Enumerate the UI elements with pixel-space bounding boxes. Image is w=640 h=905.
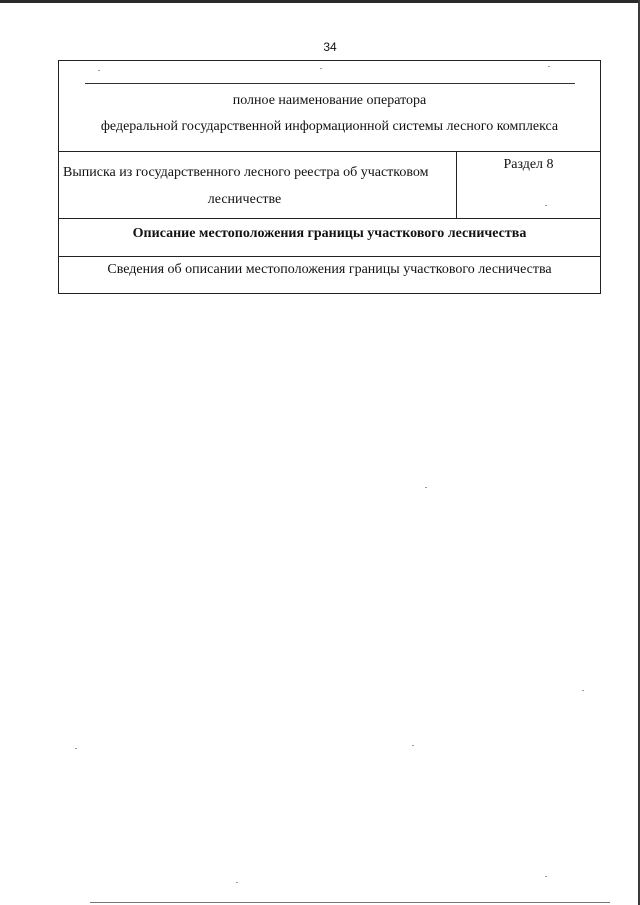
scan-speck bbox=[412, 745, 414, 746]
info-subheading: Сведения об описании местоположения границы участкового лесничества bbox=[107, 262, 552, 277]
scan-edge-top bbox=[0, 0, 640, 3]
scan-speck bbox=[98, 70, 100, 71]
operator-header-block bbox=[59, 61, 600, 152]
operator-name-line bbox=[85, 83, 575, 84]
scan-speck bbox=[545, 205, 547, 206]
operator-caption-line2: федеральной государственной информационной системы лесного комплекса bbox=[100, 119, 559, 134]
section-label: Раздел 8 bbox=[503, 157, 554, 172]
extract-title-line1: Выписка из государственного лесного реестра об участковом bbox=[63, 165, 429, 180]
scan-speck bbox=[582, 690, 584, 691]
operator-caption-line1: полное наименование оператора bbox=[232, 93, 427, 108]
scan-speck bbox=[320, 68, 322, 69]
scan-speck bbox=[545, 876, 547, 877]
extract-form-table bbox=[58, 60, 601, 294]
scan-speck bbox=[548, 66, 550, 67]
extract-title-line2: лесничестве bbox=[207, 192, 282, 207]
scan-speck bbox=[236, 882, 238, 883]
scan-edge-bottom bbox=[90, 902, 610, 903]
scan-speck bbox=[425, 487, 427, 488]
description-heading: Описание местоположения границы участкового лесничества bbox=[59, 219, 600, 257]
page-number: 34 bbox=[323, 40, 337, 54]
extract-title-cell bbox=[59, 152, 457, 218]
scan-speck bbox=[75, 748, 77, 749]
extract-title-row bbox=[59, 152, 600, 219]
